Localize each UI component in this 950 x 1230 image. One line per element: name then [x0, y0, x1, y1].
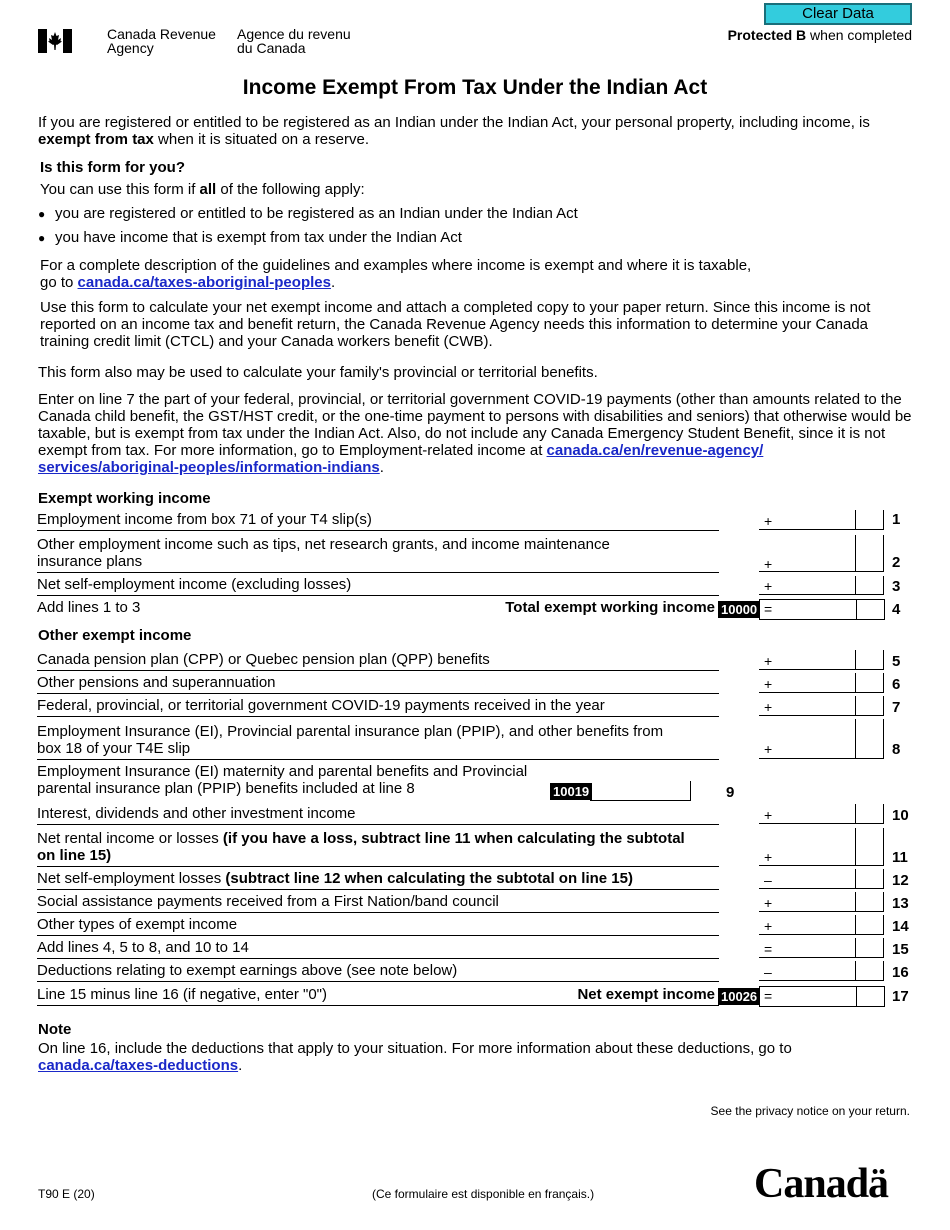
line-number: 16 [892, 964, 909, 981]
page-title: Income Exempt From Tax Under the Indian Act [242, 76, 708, 99]
line-8-row: Employment Insurance (EI), Provincial parental insurance plan (PPIP), and other benefits from box 18 of your T4E slip [37, 719, 719, 760]
line-12-row: Net self-employment losses (subtract line 12 when calculating the subtotal on line 15) [37, 869, 719, 890]
plus-operator: + [764, 653, 773, 669]
intro-paragraph: If you are registered or entitled to be registered as an Indian under the Indian Act, your personal property, including income, is exempt from tax when it is situated on a reserve. [38, 114, 870, 148]
line-11-row: Net rental income or losses (if you have a loss, subtract line 11 when calculating the subtotal on line 15) [37, 828, 719, 867]
line-11-amount-field[interactable] [759, 828, 884, 866]
plus-operator: + [764, 513, 773, 529]
line-7-amount-field[interactable] [759, 696, 884, 716]
eligibility-heading: Is this form for you? [40, 159, 186, 176]
plus-operator: + [764, 578, 773, 594]
code-10019: 10019 [550, 783, 592, 800]
privacy-notice: See the privacy notice on your return. [710, 1104, 910, 1118]
line-6-row: Other pensions and superannuation [37, 673, 719, 694]
line-number: 10 [892, 807, 909, 824]
line-4-row: Add lines 1 to 3 Total exempt working income [37, 599, 715, 616]
line-14-amount-field[interactable] [759, 915, 884, 935]
french-availability: (Ce formulaire est disponible en français.) [372, 1187, 595, 1201]
line-13-row: Social assistance payments received from a First Nation/band council [37, 892, 719, 913]
line-number: 3 [892, 578, 901, 595]
line-number: 12 [892, 872, 909, 889]
line-1-row: Employment income from box 71 of your T4 slip(s) [37, 510, 719, 531]
line-16-amount-field[interactable] [759, 961, 884, 981]
minus-operator: – [764, 872, 772, 888]
benefits-paragraph: This form also may be used to calculate your family's provincial or territorial benefits. [38, 364, 598, 381]
equals-operator: = [764, 941, 773, 957]
line-15-amount-field[interactable] [759, 938, 884, 958]
aboriginal-peoples-link[interactable]: canada.ca/taxes-aboriginal-peoples [77, 274, 331, 291]
usage-paragraph: Use this form to calculate your net exempt income and attach a completed copy to your paper return. Since this income is not reported on an income tax and benefit return, the Canada Revenue Agency needs this information to determine your Canada training credit limit (CTCL) and your Canada workers benefit (CWB). [40, 299, 871, 350]
plus-operator: + [764, 676, 773, 692]
other-exempt-income-heading: Other exempt income [38, 627, 192, 644]
line-17-amount-field[interactable] [759, 986, 885, 1007]
plus-operator: + [764, 895, 773, 911]
line-17-row: Line 15 minus line 16 (if negative, enter "0") Net exempt income [37, 985, 719, 1006]
equals-operator: = [764, 988, 773, 1004]
note-heading: Note [38, 1021, 72, 1038]
plus-operator: + [764, 699, 773, 715]
line-number: 11 [892, 849, 908, 866]
line-number: 1 [892, 511, 901, 528]
line-5-row: Canada pension plan (CPP) or Quebec pension plan (QPP) benefits [37, 650, 719, 671]
line-number: 2 [892, 554, 901, 571]
line-5-amount-field[interactable] [759, 650, 884, 670]
line-number: 17 [892, 988, 909, 1005]
line-8-amount-field[interactable] [759, 719, 884, 759]
total-exempt-working-income-label: Total exempt working income [505, 599, 715, 616]
line-number: 14 [892, 918, 909, 935]
line-10-amount-field[interactable] [759, 804, 884, 824]
line-number: 5 [892, 653, 901, 670]
line-12-amount-field[interactable] [759, 869, 884, 889]
line-6-amount-field[interactable] [759, 673, 884, 693]
line-number: 6 [892, 676, 901, 693]
plus-operator: + [764, 741, 773, 757]
information-indians-link[interactable]: canada.ca/en/revenue-agency/ services/aboriginal-peoples/information-indians [38, 442, 764, 476]
form-id: T90 E (20) [38, 1187, 95, 1201]
line-number: 4 [892, 601, 901, 618]
plus-operator: + [764, 556, 773, 572]
net-exempt-income-label: Net exempt income [577, 986, 715, 1003]
canada-wordmark-logo: Canadä [754, 1161, 889, 1207]
code-10000: 10000 [718, 601, 760, 618]
covid-paragraph: Enter on line 7 the part of your federal, provincial, or territorial government COVID-19 payments (other than amounts related to the Canada child benefit, the GST/HST credit, or the one-time payment to persons with disabilities and seniors) that otherwise would be taxable, but is exempt from tax under the Indian Act. Also, do not include any Canada Emergency Student Benefit, since it is not exempt from tax. For more information, go to Employment-related income at canada.ca/en/revenue-agency/ services/aboriginal-peoples/information-indians. [38, 391, 912, 476]
taxes-deductions-link[interactable]: canada.ca/taxes-deductions [38, 1057, 239, 1074]
line-4-amount-field[interactable] [759, 599, 885, 620]
line-16-row: Deductions relating to exempt earnings above (see note below) [37, 961, 719, 982]
exempt-working-income-heading: Exempt working income [38, 490, 211, 507]
note-text: On line 16, include the deductions that apply to your situation. For more information about these deductions, go to canada.ca/taxes-deductions. [38, 1040, 792, 1074]
clear-data-button[interactable]: Clear Data [764, 3, 912, 25]
agency-name-fr: Agence du revenu du Canada [237, 26, 351, 56]
plus-operator: + [764, 849, 773, 865]
canada-flag-icon [38, 29, 72, 53]
protected-b-label: Protected B when completed [727, 27, 912, 43]
minus-operator: – [764, 964, 772, 980]
line-3-amount-field[interactable] [759, 576, 884, 595]
line-15-row: Add lines 4, 5 to 8, and 10 to 14 [37, 938, 719, 959]
equals-operator: = [764, 601, 773, 617]
line-2-amount-field[interactable] [759, 535, 884, 572]
line-2-row: Other employment income such as tips, net research grants, and income maintenance insurance plans [37, 535, 719, 573]
eligibility-lead: You can use this form if all of the following apply: [40, 181, 365, 198]
line-10-row: Interest, dividends and other investment income [37, 804, 719, 825]
line-9-label: Employment Insurance (EI) maternity and parental benefits and Provincial parental insurance plan (PPIP) benefits included at line 8 [37, 763, 528, 797]
plus-operator: + [764, 918, 773, 934]
line-number: 15 [892, 941, 909, 958]
guidelines-paragraph: For a complete description of the guidelines and examples where income is exempt and where it is taxable, go to canada.ca/taxes-aboriginal-peoples. [40, 257, 752, 291]
agency-name-en: Canada Revenue Agency [107, 26, 216, 56]
line-number: 13 [892, 895, 909, 912]
line-number: 9 [726, 784, 735, 801]
line-3-row: Net self-employment income (excluding losses) [37, 576, 719, 596]
line-7-row: Federal, provincial, or territorial government COVID-19 payments received in the year [37, 696, 719, 717]
code-10026: 10026 [718, 988, 760, 1005]
line-number: 8 [892, 741, 901, 758]
line-1-amount-field[interactable] [759, 510, 884, 530]
line-9-amount-field[interactable] [590, 781, 691, 801]
plus-operator: + [764, 807, 773, 823]
line-13-amount-field[interactable] [759, 892, 884, 912]
line-14-row: Other types of exempt income [37, 915, 719, 936]
line-number: 7 [892, 699, 901, 716]
